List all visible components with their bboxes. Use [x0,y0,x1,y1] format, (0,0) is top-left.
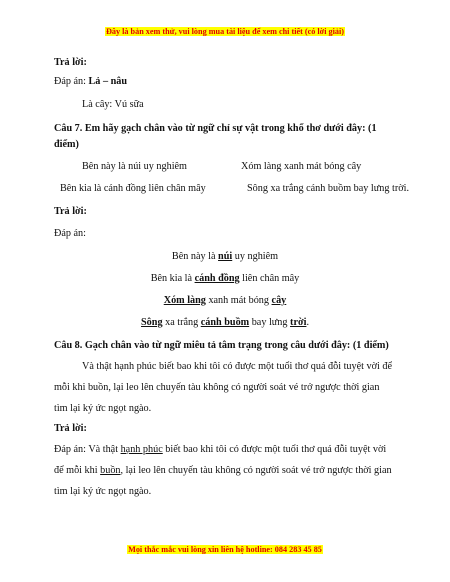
underlined-word: núi [218,251,233,262]
poem-line-3: Bên kia là cánh đồng liên chân mây [60,183,206,194]
underlined-word: cánh buồm [200,317,250,328]
q8-answer-line-3: tìm lại ký ức ngọt ngào. [54,486,152,497]
answer-label: Trả lời: [54,206,87,217]
q8-answer-line-1 [54,443,386,456]
q8-answer-line-2 [54,464,392,477]
paragraph-line-2: mỗi khi buồn, lại leo lên chuyến tàu không có người soát vé trở ngược thời gian [54,382,380,393]
underlined-word: buồn [100,465,121,476]
text-segment: Bên này là [171,251,219,262]
prev-answer-line2: Là cây: Vú sữa [82,99,144,110]
question-7-title: Câu 7. Em hãy gạch chân vào từ ngữ chỉ sự vật trong khổ thơ dưới đây: (1 [54,123,377,134]
answer-poem-line-4 [0,316,450,329]
hotline-banner [0,545,450,554]
answer-prefix: Đáp án: [54,76,89,87]
question-7-title-cont: điểm) [54,139,79,150]
poem-line-2: Xóm làng xanh mát bóng cây [241,161,362,172]
underlined-word: cây [271,295,287,306]
poem-line-1: Bên này là núi uy nghiêm [82,161,187,172]
poem-line-4: Sông xa trắng cánh buồm bay lưng trời. [247,183,409,194]
answer-label: Trả lời: [54,57,87,68]
text-segment: uy nghiêm [232,251,279,262]
text-segment: . [306,317,309,328]
preview-notice-text: Đây là bản xem thử, vui lòng mua tài liệu để xem chi tiết (có lời giải) [105,27,344,36]
answer-poem-line-3 [0,294,450,307]
paragraph-line-1: Và thật hạnh phúc biết bao khi tôi có được một tuổi thơ quá đỗi tuyệt vời để [82,361,392,372]
prev-answer [54,75,127,88]
text-segment: , lại leo lên chuyến tàu không có người soát vé trở ngược thời gian [120,465,392,476]
preview-notice-banner [0,27,450,36]
underlined-word: cánh đồng [194,273,240,284]
text-segment: xanh mát bóng [205,295,272,306]
answer-poem-line-2 [0,272,450,285]
text-segment: biết bao khi tôi có được một tuổi thơ quá đỗi tuyệt vời [162,444,387,455]
text-segment: Đáp án: Và thật [54,444,121,455]
answer-value: Lả – nâu [88,76,128,87]
underlined-word: Xóm làng [163,295,206,306]
text-segment: xa trắng [162,317,201,328]
text-segment: Bên kia là [150,273,195,284]
text-segment: liên chân mây [239,273,300,284]
paragraph-line-3: tìm lại ký ức ngọt ngào. [54,403,152,414]
answer-intro: Đáp án: [54,228,86,239]
underlined-word: Sông [141,317,163,328]
answer-poem-line-1 [0,250,450,263]
hotline-text: Mọi thắc mắc vui lòng xin liên hệ hotline: 084 283 45 85 [128,545,322,554]
text-segment: để mỗi khi [54,465,101,476]
question-8-title: Câu 8. Gạch chân vào từ ngữ miêu tả tâm trạng trong câu dưới đây: (1 điểm) [54,340,389,351]
underlined-word: trời [290,317,307,328]
text-segment: bay lưng [249,317,291,328]
underlined-word: hạnh phúc [120,444,163,455]
answer-label: Trả lời: [54,423,87,434]
